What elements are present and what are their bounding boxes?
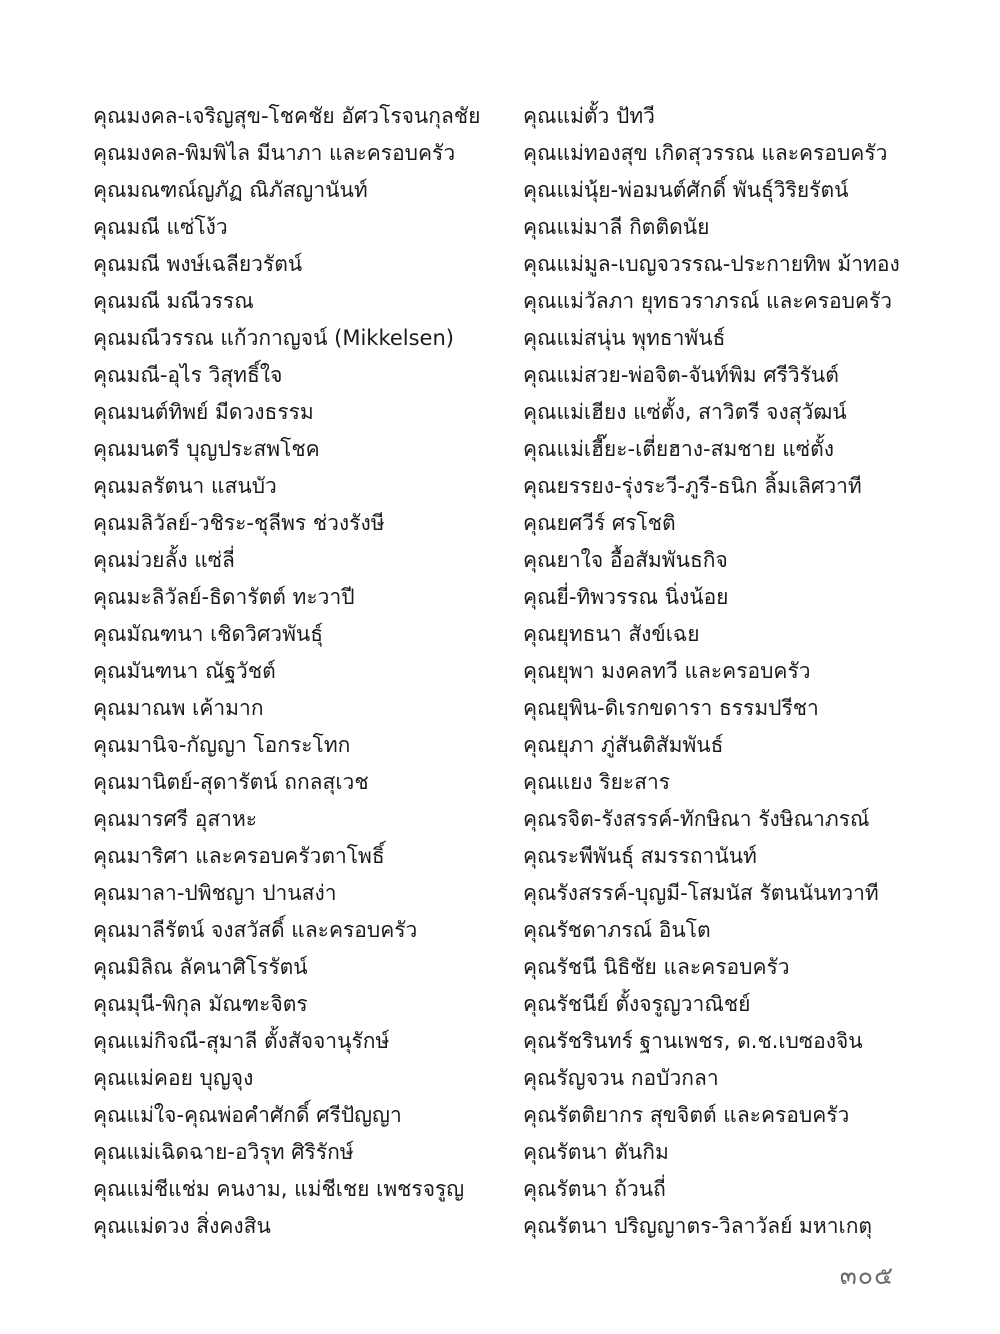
list-item: คุณรัชดาภรณ์ อินโต <box>523 918 711 942</box>
list-item: คุณมะลิวัลย์-ธิดารัตต์ ทะวาปี <box>93 585 355 609</box>
list-item: คุณแม่เฉิดฉาย-อวิรุท ศิริรักษ์ <box>93 1140 354 1164</box>
list-item: คุณยรรยง-รุ่งระวี-ภูรี-ธนิก ลิ้มเลิศวาที <box>523 474 862 498</box>
list-item: คุณมนต์ทิพย์ มีดวงธรรม <box>93 400 314 424</box>
list-item: คุณแม่มาลี กิตติดนัย <box>523 215 710 239</box>
list-item: คุณแม่เฮี๊ยะ-เตี่ยฮาง-สมชาย แซ่ตั้ง <box>523 437 834 461</box>
list-item: คุณมิลิณ ลัคนาศิโรรัตน์ <box>93 955 308 979</box>
list-item: คุณมนตรี บุญประสพโชค <box>93 437 320 461</box>
list-item: คุณมาณพ เค้ามาก <box>93 696 264 720</box>
list-item: คุณมาริศา และครอบครัวตาโพธิ์ <box>93 844 385 868</box>
list-item: คุณมาลา-ปพิชญา ปานสง่า <box>93 881 337 905</box>
list-item: คุณแม่ใจ-คุณพ่อคำศักดิ์ ศรีปัญญา <box>93 1103 402 1127</box>
list-item: คุณยศวีร์ ศรโชติ <box>523 511 676 535</box>
list-item: คุณมณี มณีวรรณ <box>93 289 254 313</box>
name-list-right-column <box>523 98 943 1245</box>
list-item: คุณแยง ริยะสาร <box>523 770 671 794</box>
list-item: คุณรจิต-รังสรรค์-ทักษิณา รังษิณาภรณ์ <box>523 807 870 831</box>
list-item: คุณมานิจ-กัญญา โอกระโทก <box>93 733 351 757</box>
list-item: คุณยุพา มงคลทวี และครอบครัว <box>523 659 811 683</box>
list-item: คุณมัณฑนา เชิดวิศวพันธุ์ <box>93 622 324 646</box>
list-item: คุณแม่สวย-พ่อจิต-จันท์พิม ศรีวิรันต์ <box>523 363 839 387</box>
list-item: คุณมงคล-พิมพิไล มีนาภา และครอบครัว <box>93 141 456 165</box>
list-item: คุณมานิตย์-สุดารัตน์ ถกลสุเวช <box>93 770 369 794</box>
list-item: คุณยุพิน-ดิเรกขดารา ธรรมปรีชา <box>523 696 819 720</box>
page-number: ๓๐๕ <box>839 1261 894 1290</box>
list-item: คุณมณี พงษ์เฉลียวรัตน์ <box>93 252 303 276</box>
list-item: คุณยุภา ภู่สันติสัมพันธ์ <box>523 733 724 757</box>
list-item: คุณมลิวัลย์-วชิระ-ชุลีพร ช่วงรังษี <box>93 511 385 535</box>
list-item: คุณแม่ดวง สิ่งคงสิน <box>93 1214 271 1238</box>
list-item: คุณแม่ทองสุข เกิดสุวรรณ และครอบครัว <box>523 141 888 165</box>
list-item: คุณม่วยลั้ง แซ่ลี่ <box>93 548 235 572</box>
list-item: คุณยาใจ อื้อสัมพันธกิจ <box>523 548 728 572</box>
list-item: คุณมงคล-เจริญสุข-โชคชัย อัศวโรจนกุลชัย <box>93 104 481 128</box>
list-item: คุณมาลีรัตน์ จงสวัสดิ์ และครอบครัว <box>93 918 418 942</box>
list-item: คุณแม่สนุ่น พุทธาพันธ์ <box>523 326 726 350</box>
list-item: คุณแม่มูล-เบญจวรรณ-ประกายทิพ ม้าทอง <box>523 252 900 276</box>
list-item: คุณรัตนา ตันกิม <box>523 1140 669 1164</box>
list-item: คุณระพีพันธุ์ สมรรถานันท์ <box>523 844 757 868</box>
name-list-left-column <box>93 98 503 1245</box>
list-item: คุณรัตนา ปริญญาตร-วิลาวัลย์ มหาเกตุ <box>523 1214 873 1238</box>
list-item: คุณแม่คอย บุญจุง <box>93 1066 254 1090</box>
list-item: คุณยี่-ทิพวรรณ นิ่งน้อย <box>523 585 729 609</box>
list-item: คุณแม่ชีแช่ม คนงาม, แม่ชีเชย เพชรจรูญ <box>93 1177 465 1201</box>
list-item: คุณแม่กิจณี-สุมาลี ตั้งสัจจานุรักษ์ <box>93 1029 390 1053</box>
list-item: คุณมารศรี อุสาหะ <box>93 807 258 831</box>
list-item: คุณแม่เฮียง แซ่ตั้ง, สาวิตรี จงสุวัฒน์ <box>523 400 847 424</box>
list-item: คุณยุทธนา สังข์เฉย <box>523 622 700 646</box>
list-item: คุณมณี-อุไร วิสุทธิ์ใจ <box>93 363 283 387</box>
list-item: คุณแม่ตั้ว ปัทวี <box>523 104 655 128</box>
list-item: คุณมณฑณ์ญภัฏ ณิภัสญานันท์ <box>93 178 368 202</box>
list-item: คุณมณีวรรณ แก้วกาญจน์ (Mikkelsen) <box>93 326 454 350</box>
list-item: คุณรัตนา ถ้วนถี่ <box>523 1177 666 1201</box>
list-item: คุณมณี แซ่โง้ว <box>93 215 228 239</box>
list-item: คุณรัญจวน กอบัวกลา <box>523 1066 719 1090</box>
list-item: คุณรัตติยากร สุขจิตต์ และครอบครัว <box>523 1103 850 1127</box>
list-item: คุณแม่วัลภา ยุทธวราภรณ์ และครอบครัว <box>523 289 893 313</box>
list-item: คุณมลรัตนา แสนบัว <box>93 474 277 498</box>
list-item: คุณรัชนี นิธิชัย และครอบครัว <box>523 955 790 979</box>
list-item: คุณรัชนีย์ ตั้งจรูญวาณิชย์ <box>523 992 751 1016</box>
list-item: คุณรังสรรค์-บุญมี-โสมนัส รัตนนันทวาที <box>523 881 879 905</box>
list-item: คุณมุนี-พิกุล มัณฑะจิตร <box>93 992 308 1016</box>
list-item: คุณแม่นุ้ย-พ่อมนต์ศักดิ์ พันธุ์วิริยรัตน์ <box>523 178 849 202</box>
list-item: คุณมันฑนา ณัฐวัชต์ <box>93 659 276 683</box>
list-item: คุณรัชรินทร์ ฐานเพชร, ด.ช.เบซองจิน <box>523 1029 863 1053</box>
